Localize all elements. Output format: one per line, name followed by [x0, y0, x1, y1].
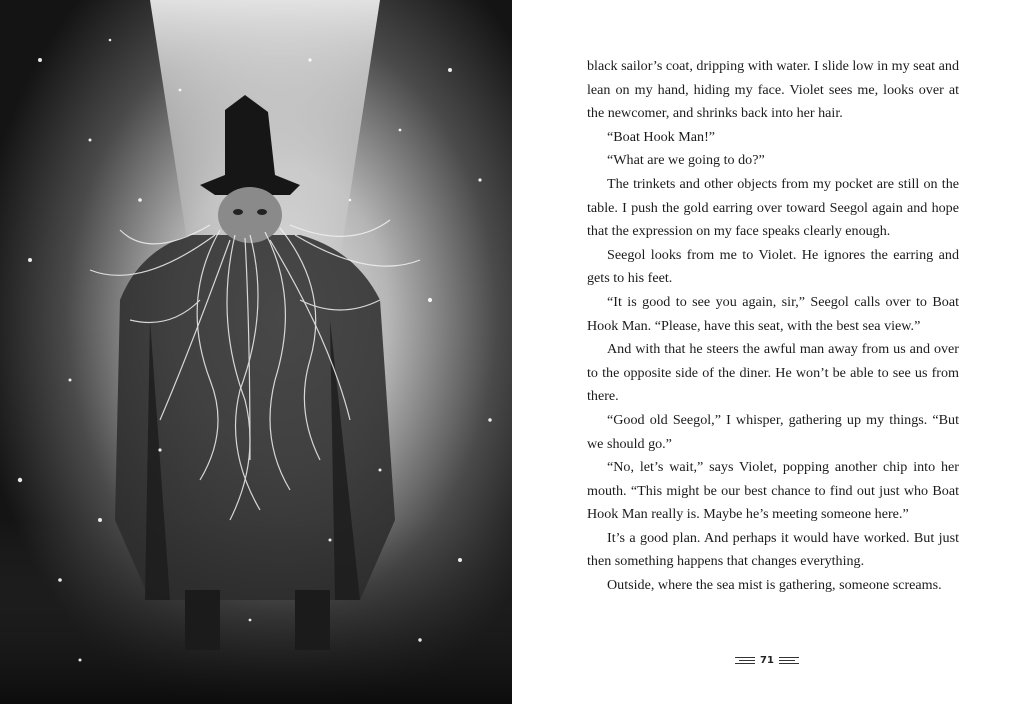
- paragraph-6: “It is good to see you again, sir,” Seegol calls over to Boat Hook Man. “Please, have this seat, with the best sea view.”: [587, 293, 959, 334]
- folio-rule-right-icon: [779, 657, 799, 664]
- page-number: 71: [760, 654, 774, 666]
- paragraph-5: Seegol looks from me to Violet. He ignores the earring and gets to his feet.: [587, 246, 959, 287]
- body-text: [587, 55, 959, 598]
- paragraph-7: And with that he steers the awful man away from us and over to the opposite side of the diner. He won’t be able to see us from there.: [587, 341, 959, 405]
- text-page: [512, 0, 1024, 704]
- paragraph-9: “No, let’s wait,” says Violet, popping another chip into her mouth. “This might be our best chance to find out just who Boat Hook Man really is. Maybe he’s meeting someone here.”: [587, 459, 959, 523]
- paragraph-2: “Boat Hook Man!”: [607, 128, 716, 145]
- paragraph-8: “Good old Seegol,” I whisper, gathering up my things. “But we should go.”: [587, 411, 959, 452]
- paragraph-1: black sailor’s coat, dripping with water. I slide low in my seat and lean on my hand, hiding my face. Violet sees me, looks over at the newcomer, and shrinks back into her hair.: [587, 58, 959, 122]
- paragraph-3: “What are we going to do?”: [607, 152, 765, 169]
- paragraph-11: Outside, where the sea mist is gathering, someone screams.: [607, 577, 942, 594]
- paragraph-10: It’s a good plan. And perhaps it would have worked. But just then something happens that changes everything.: [587, 529, 959, 570]
- page-number-folio: [732, 651, 802, 669]
- folio-rule-left-icon: [735, 657, 755, 664]
- paragraph-4: The trinkets and other objects from my pocket are still on the table. I push the gold earring over toward Seegol again and hope that the expression on my face speaks clearly enough.: [587, 175, 959, 240]
